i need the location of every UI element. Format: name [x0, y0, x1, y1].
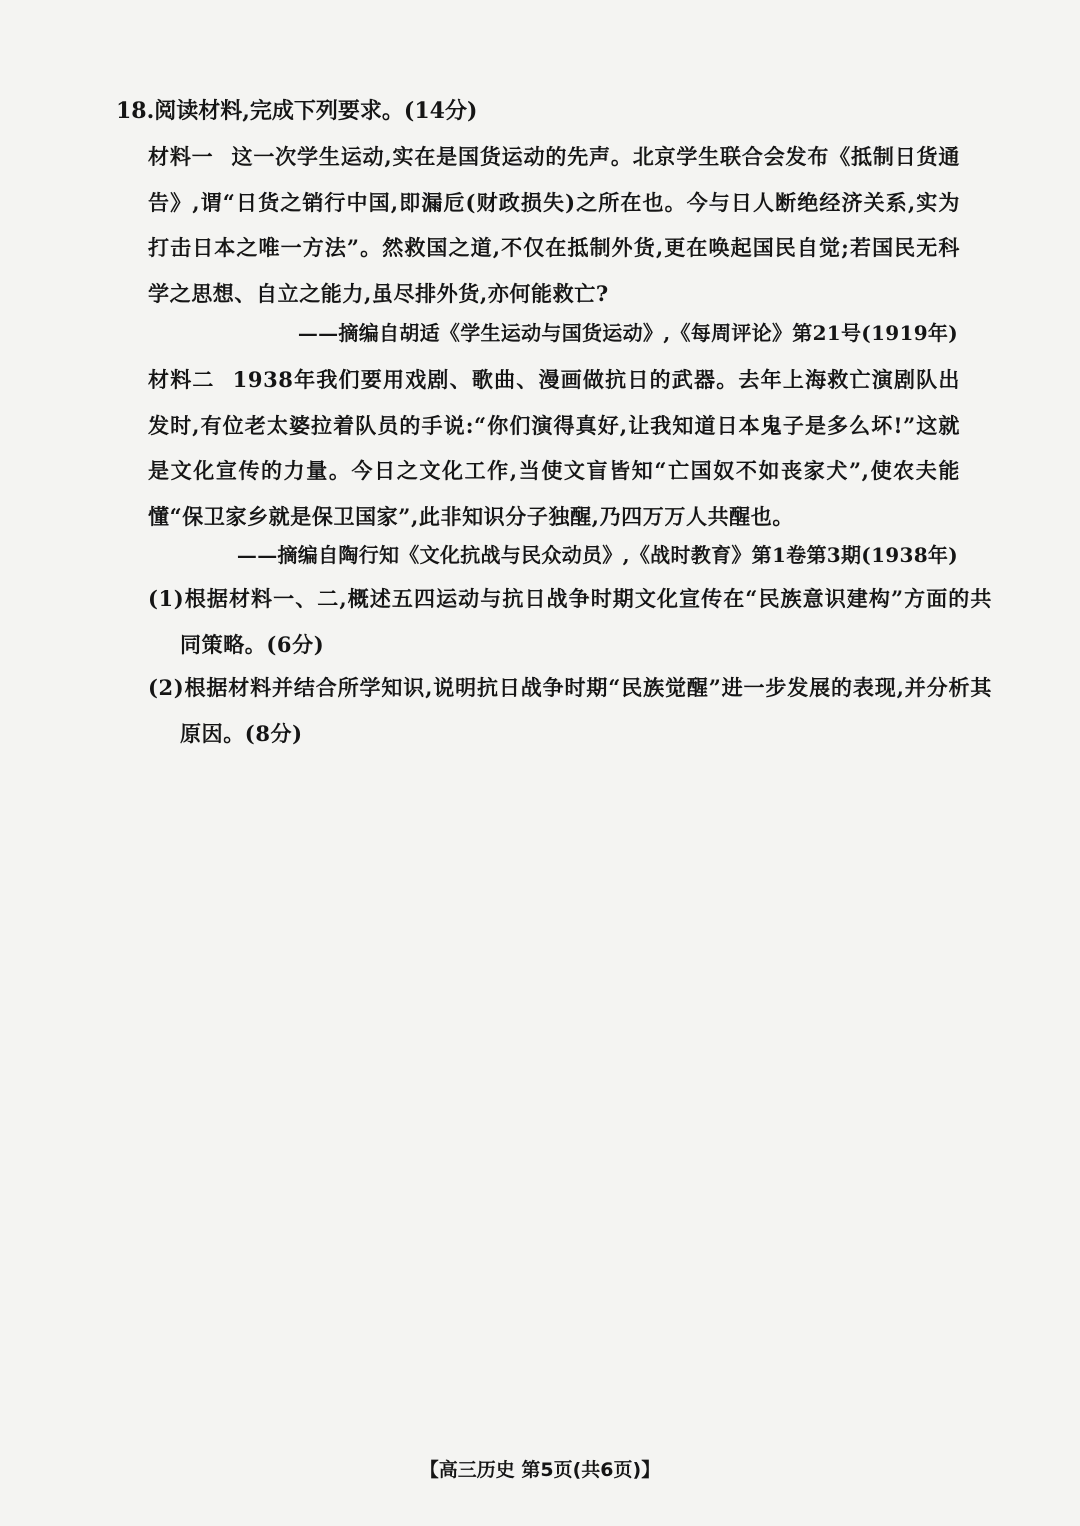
- material-2-label: 材料二: [148, 367, 215, 392]
- question-title: 18.阅读材料,完成下列要求。(14分): [116, 98, 478, 124]
- material-1-source: ——摘编自胡适《学生运动与国货运动》,《每周评论》第21号(1919年): [297, 321, 958, 345]
- material-1-text: 这一次学生运动,实在是国货运动的先声。北京学生联合会发布《抵制日货通告》,谓“日货之销行中国,即漏卮(财政损失)之所在也。今与日人断绝经济关系,实为打击日本之唯一方法”。然救国之道,不仅在抵制外货,更在唤起国民自觉;若国民无科学之思想、自立之能力,虽尽排外货,亦何能救亡?: [148, 144, 960, 306]
- material-1-label: 材料一: [148, 144, 214, 169]
- material-1: [148, 134, 960, 316]
- sub-question-1: (1)根据材料一、二,概述五四运动与抗日战争时期文化宣传在“民族意识建构”方面的共同策略。(6分): [148, 586, 992, 657]
- material-2-source: ——摘编自陶行知《文化抗战与民众动员》,《战时教育》第1卷第3期(1938年): [236, 543, 958, 567]
- material-2: [148, 357, 960, 539]
- material-2-text: 1938年我们要用戏剧、歌曲、漫画做抗日的武器。去年上海救亡演剧队出发时,有位老太婆拉着队员的手说:“你们演得真好,让我知道日本鬼子是多么坏!”这就是文化宣传的力量。今日之文化工作,当使文盲皆知“亡国奴不如丧家犬”,使农夫能懂“保卫家乡就是保卫国家”,此非知识分子独醒,乃四万万人共醒也。: [148, 367, 960, 529]
- page-footer: 【高三历史 第5页(共6页)】: [419, 1459, 661, 1481]
- sub-question-2: (2)根据材料并结合所学知识,说明抗日战争时期“民族觉醒”进一步发展的表现,并分析其原因。(8分): [148, 675, 992, 746]
